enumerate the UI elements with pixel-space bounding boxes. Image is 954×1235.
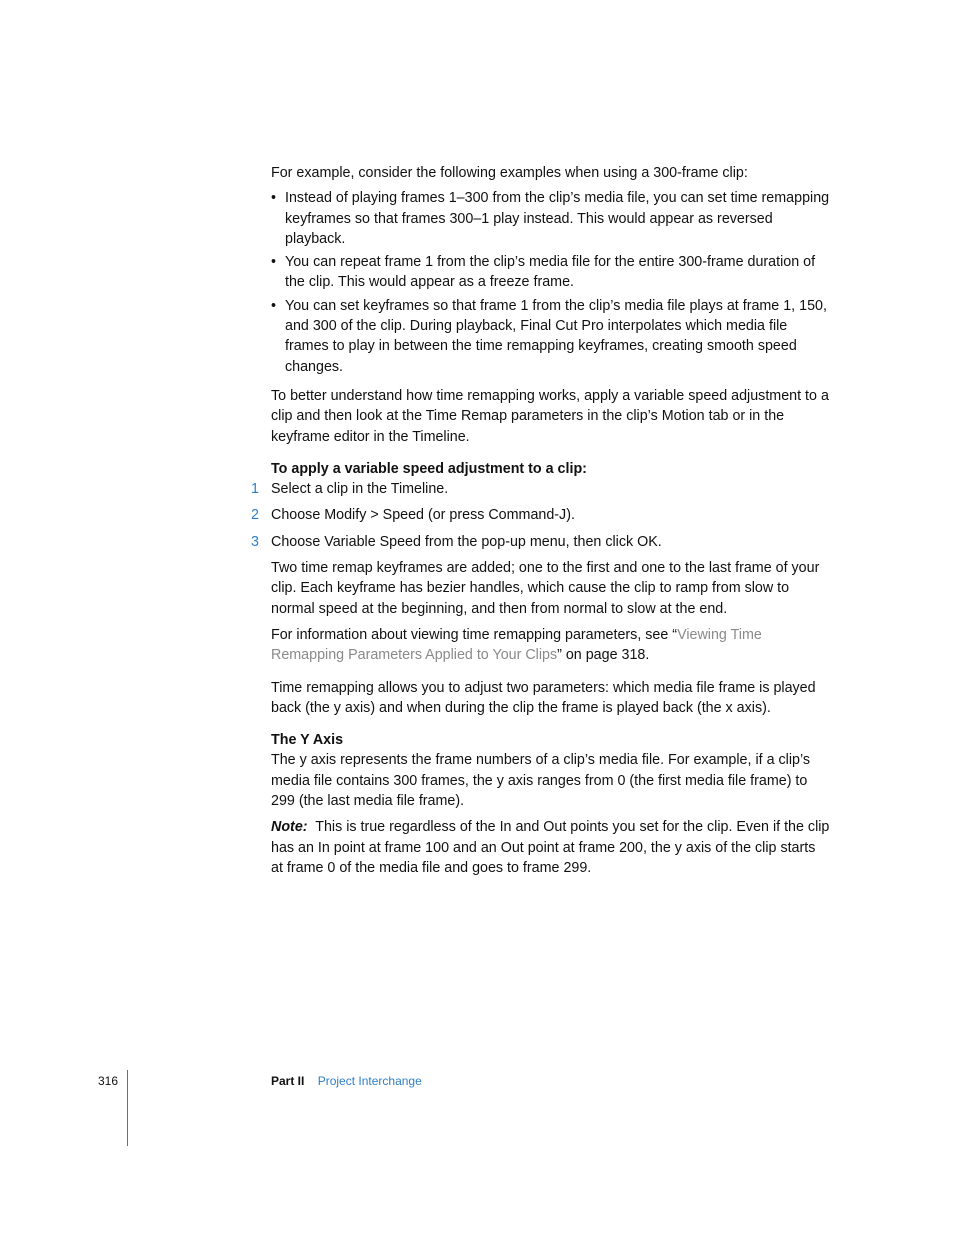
page-content — [251, 163, 831, 878]
step-number: 1 — [251, 481, 259, 498]
y-axis-heading: The Y Axis — [271, 732, 344, 749]
list-item-text: Instead of playing frames 1–300 from the clip’s media file, you can set time remapping keyframes so that frames 300–1 play instead. This would appear as reversed playback. — [285, 190, 830, 247]
step-number: 2 — [251, 507, 259, 524]
two-params-paragraph: Time remapping allows you to adjust two parameters: which media file frame is played back (the y axis) and when during the clip the frame is played back (the x axis). — [271, 679, 816, 716]
list-item-text: You can set keyframes so that frame 1 from the clip’s media file plays at frame 1, 150, and 300 of the clip. During playback, Final Cut Pro interpolates which media file frames to play in between the time remapping keyframes, creating smooth speed changes. — [285, 297, 827, 375]
intro-paragraph: For example, consider the following examples when using a 300-frame clip: — [271, 165, 748, 181]
note-text: This is true regardless of the In and Out points you set for the clip. Even if the clip has an In point at frame 100 and an Out point at frame 200, the y axis of the clip starts at frame 0 of the media file and goes to frame 299. — [271, 819, 830, 876]
procedure-steps — [251, 479, 831, 552]
bullet-icon: • — [271, 297, 277, 314]
info-paragraph — [271, 625, 831, 666]
bullet-icon: • — [271, 254, 277, 271]
info-text-before: For information about viewing time remapping parameters, see “ — [271, 626, 678, 643]
understand-paragraph: To better understand how time remapping works, apply a variable speed adjustment to a clip and then look at the Time Remap parameters in the clip’s Motion tab or in the keyframe editor in the Timeline. — [271, 387, 829, 445]
footer-divider — [127, 1070, 128, 1146]
step-text: Choose Variable Speed from the pop-up menu, then click OK. — [271, 533, 662, 550]
footer-part — [271, 1073, 422, 1089]
examples-list — [271, 188, 831, 377]
step-item — [251, 532, 831, 552]
list-item — [271, 252, 831, 293]
part-title-link[interactable]: Project Interchange — [317, 1074, 422, 1088]
part-label: Part II — [271, 1074, 305, 1088]
note-paragraph — [271, 817, 831, 878]
list-item-text: You can repeat frame 1 from the clip’s media file for the entire 300-frame duration of the clip. This would appear as a freeze frame. — [285, 254, 816, 291]
note-label: Note: — [271, 819, 308, 836]
list-item — [271, 188, 831, 249]
step-item — [251, 505, 831, 525]
keyframes-paragraph: Two time remap keyframes are added; one to the first and one to the last frame of your clip. Each keyframe has bezier handles, which cause the clip to ramp from slow to normal speed at the beginning, and then from normal to slow at the end. — [271, 560, 820, 617]
step-text: Choose Modify > Speed (or press Command-J). — [271, 507, 575, 524]
y-axis-paragraph: The y axis represents the frame numbers of a clip’s media file. For example, if a clip’s media file contains 300 frames, the y axis ranges from 0 (the first media file frame) to 299 (the last media file frame). — [271, 752, 811, 810]
step-text: Select a clip in the Timeline. — [271, 481, 449, 498]
step-item — [251, 479, 831, 499]
cross-reference-link[interactable]: Viewing Time Remapping Parameters Applied to Your Clips — [271, 626, 762, 664]
step-number: 3 — [251, 533, 259, 550]
info-text-after: ” on page 318. — [557, 647, 650, 664]
page-number: 316 — [98, 1074, 119, 1088]
list-item — [271, 296, 831, 377]
bullet-icon: • — [271, 190, 277, 207]
procedure-heading: To apply a variable speed adjustment to a clip: — [271, 460, 587, 477]
